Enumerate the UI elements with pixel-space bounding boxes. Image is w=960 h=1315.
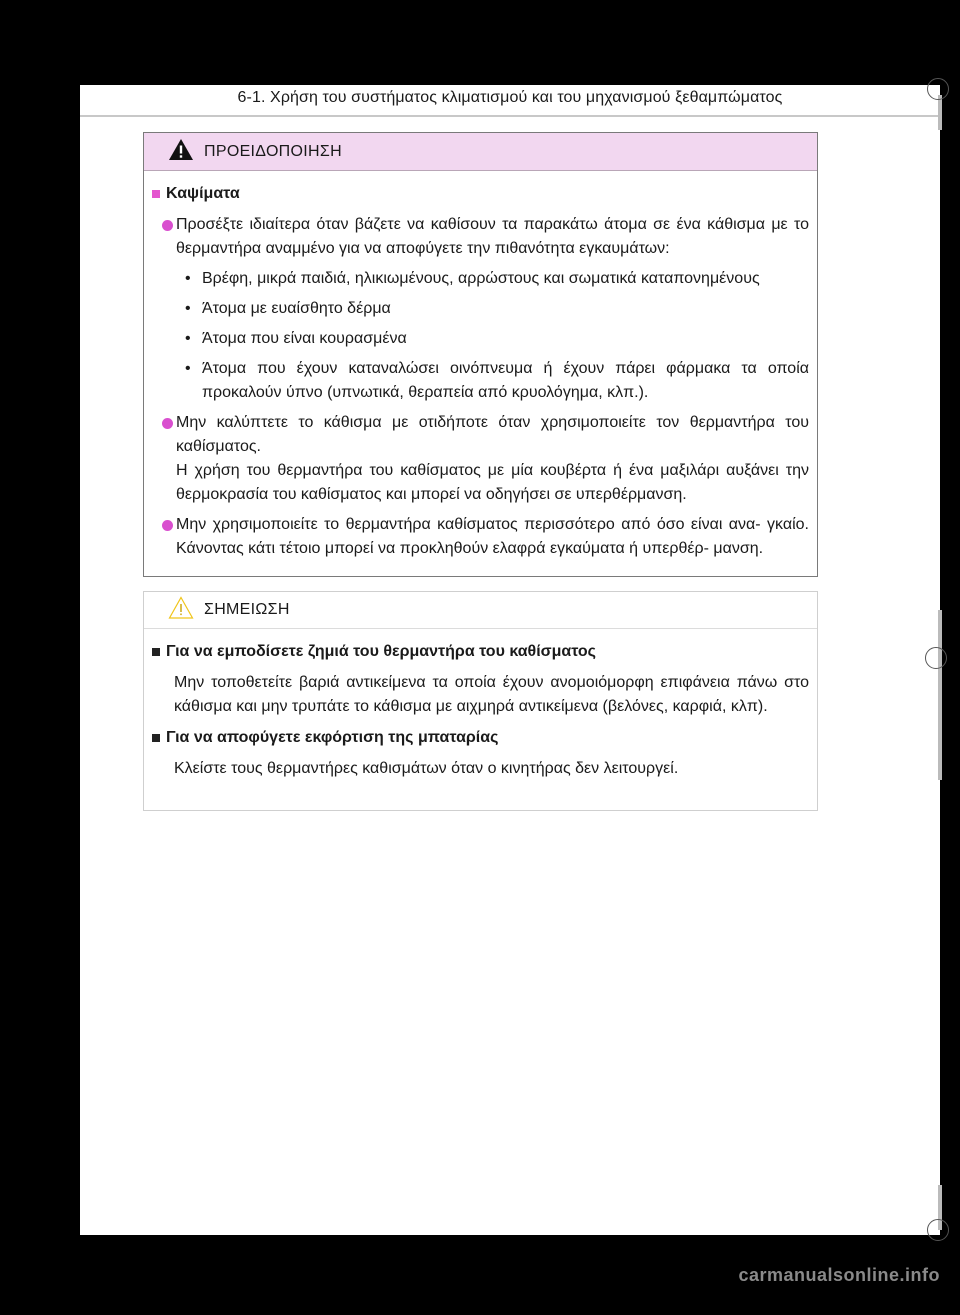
registration-mark-icon	[925, 647, 947, 669]
round-bullet-icon	[162, 520, 173, 531]
warning-item: Μην καλύπτετε το κάθισμα με οτιδήποτε όταν χρησιμοποιείτε τον θερμαντήρα του καθίσματος.	[152, 411, 809, 459]
registration-mark-icon	[927, 1219, 949, 1241]
warning-header	[144, 133, 817, 171]
warning-triangle-icon	[168, 138, 194, 166]
warning-label: ΠΡΟΕΙΔΟΠΟΙΗΣΗ	[204, 142, 342, 160]
note-section-text: Μην τοποθετείτε βαριά αντικείμενα τα οποία έχουν ανομοιόμορφη επιφάνεια πάνω στο κάθισμα και μην τρυπάτε το κάθισμα με αιχμηρά αντικείμενα (βελόνες, καρφιά, κλπ).	[174, 674, 809, 715]
manual-page	[80, 85, 940, 1235]
watermark: carmanualsonline.info	[738, 1265, 940, 1285]
square-bullet-icon	[152, 648, 160, 656]
note-section-text: Κλείστε τους θερμαντήρες καθισμάτων όταν ο κινητήρας δεν λειτουργεί.	[174, 760, 679, 777]
page-header: 6-1. Χρήση του συστήματος κλιματισμού και του μηχανισμού ξεθαμπώματος	[237, 89, 783, 106]
warning-item-continuation: Η χρήση του θερμαντήρα του καθίσματος με μία κουβέρτα ή ένα μαξιλάρι αυξάνει την θερμοκρασία του καθίσματος και μπορεί να οδηγήσει σε υπερθέρμανση.	[176, 462, 809, 503]
dot-bullet-icon: •	[185, 360, 191, 377]
note-section-title: Για να εμποδίσετε ζημιά του θερμαντήρα του καθίσματος	[152, 641, 809, 663]
note-box	[143, 591, 818, 811]
caution-triangle-outline-icon	[168, 596, 194, 624]
warning-item: Προσέξτε ιδιαίτερα όταν βάζετε να καθίσουν τα παρακάτω άτομα σε ένα κάθισμα με το θερμαντήρα αναμμένο για να αποφύγετε την πιθανότητα εγκαυμάτων:	[152, 213, 809, 261]
section-title-burns: Καψίματα	[152, 183, 809, 205]
dot-bullet-icon: •	[185, 270, 191, 287]
dot-bullet-icon: •	[185, 330, 191, 347]
note-header	[144, 592, 817, 629]
warning-subitem: • Άτομα που είναι κουρασμένα	[152, 327, 809, 351]
registration-strip	[938, 610, 942, 780]
header-divider	[80, 115, 940, 117]
round-bullet-icon	[162, 220, 173, 231]
square-bullet-icon	[152, 190, 160, 198]
registration-strip	[938, 95, 942, 130]
warning-item: Μην χρησιμοποιείτε το θερμαντήρα καθίσματος περισσότερο από όσο είναι ανα- γκαίο. Κάνοντας κάτι τέτοιο μπορεί να προκληθούν ελαφρά εγκαύματα ή υπερθέρ- μανση.	[152, 513, 809, 561]
note-content	[144, 629, 817, 781]
warning-subitem: • Βρέφη, μικρά παιδιά, ηλικιωμένους, αρρώστους και σωματικά καταπονημένους	[152, 267, 809, 291]
warning-subitem: • Άτομα που έχουν καταναλώσει οινόπνευμα ή έχουν πάρει φάρμακα τα οποία προκαλούν ύπνο (υπνωτικά, θεραπεία από κρυολόγημα, κλπ.).	[152, 357, 809, 405]
note-section-title: Για να αποφύγετε εκφόρτιση της μπαταρίας	[152, 727, 809, 749]
note-section	[152, 641, 809, 719]
warning-content	[144, 171, 817, 561]
note-section	[152, 727, 809, 781]
dot-bullet-icon: •	[185, 300, 191, 317]
warning-box	[143, 132, 818, 577]
round-bullet-icon	[162, 418, 173, 429]
warning-subitem: • Άτομα με ευαίσθητο δέρμα	[152, 297, 809, 321]
note-label: ΣΗΜΕΙΩΣΗ	[204, 601, 290, 618]
registration-mark-icon	[927, 78, 949, 100]
square-bullet-icon	[152, 734, 160, 742]
